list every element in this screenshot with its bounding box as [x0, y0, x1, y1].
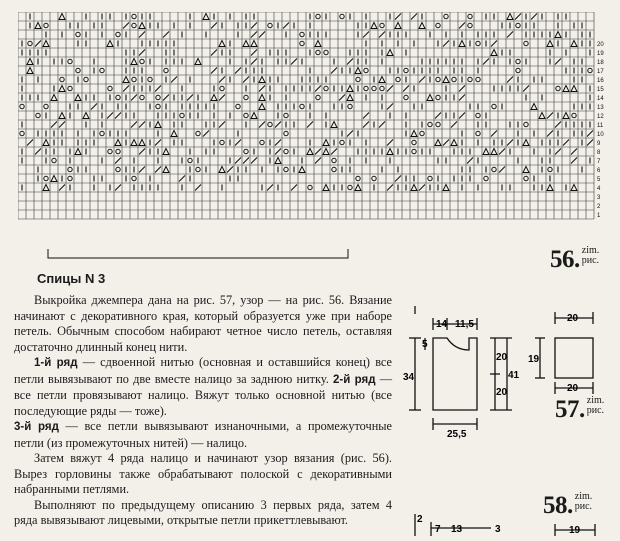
fig58-dim-d: 3 [495, 524, 501, 535]
knitting-chart-grid [18, 12, 610, 264]
row-3-text: — все петли вывязывают изнаночными, а промежуточные петли (из промежуточных нитей) — налицо. [14, 419, 393, 450]
figure-57-label [555, 396, 604, 424]
chart-row-number: 13 [597, 105, 604, 111]
body-dim-right-top: 20 [496, 352, 508, 363]
figure-58-suffix-top: zim. [574, 491, 593, 502]
chart-row-number: 3 [597, 195, 601, 201]
chart-gridlines [18, 12, 594, 219]
chart-row-number: 6 [597, 168, 601, 174]
figure-56-number: 56. [550, 246, 580, 273]
figure-57-number: 57. [555, 396, 585, 423]
figure-56-suffix-bottom: рис. [581, 255, 600, 266]
figure-57-suffix-bottom: рис. [586, 405, 605, 416]
body-dim-length: 34 [403, 372, 415, 383]
fig58-dim-c: 13 [451, 524, 463, 535]
row-1-text: — сдвоенной нитью (основная и оставшийся конец) все петли вывязывают по две вместе налицо за заднюю нитку. [14, 355, 392, 386]
chart-row-number: 14 [597, 96, 604, 102]
chart-row-number: 11 [597, 123, 604, 129]
chart-row-number: 15 [597, 87, 604, 93]
chart-row-number: 4 [597, 186, 601, 192]
needles-heading: Спицы N 3 [37, 271, 106, 286]
sleeve-outline [555, 338, 593, 378]
knitting-chart [18, 12, 610, 264]
figure-56-label [550, 246, 599, 274]
figure-58-label [543, 492, 592, 520]
chart-row-number: 16 [597, 78, 604, 84]
article-paragraph-2: Затем вяжут 4 ряда налицо и начинают узор вязания (рис. 56). Вырез горловины также обрабатывают полоской с декоративными набранными петлями. [14, 451, 392, 496]
chart-row-number: 5 [597, 177, 601, 183]
body-dim-shoulder: 5 [422, 339, 428, 350]
row-2-label: 2-й ряд [333, 373, 376, 386]
sleeve-dim-top: 20 [567, 313, 579, 324]
chart-row-number: 19 [597, 51, 604, 57]
article-paragraph-1: Выкройка джемпера дана на рис. 57, узор — на рис. 56. Вязание начинают с декоративного края, который образуется уже при наборе петель. Обычным способом набирают четное число петель, оставляя достаточно длинный конец нити. [14, 293, 392, 354]
chart-row-number: 10 [597, 132, 604, 138]
sleeve-dim-left: 19 [528, 354, 540, 365]
chart-row-number: 12 [597, 114, 604, 120]
chart-row-number: 1 [597, 213, 601, 219]
article-paragraph-3: Выполняют по предыдущему описанию 3 первых ряда, затем 4 ряда вывязывают лицевыми, открытые петли прикеттлевывают. [14, 497, 392, 527]
fig58-sleeve-top: 19 [569, 525, 581, 536]
body-dim-top-right: 11,5 [455, 319, 474, 330]
body-dim-right-bottom: 20 [496, 387, 508, 398]
figure-56-suffix-top: zim. [581, 245, 600, 256]
fig58-dim-a: 2 [417, 514, 423, 525]
fig58-dim-b: 7 [435, 524, 441, 535]
chart-row-number: 9 [597, 141, 601, 147]
body-outline [433, 338, 477, 410]
figure-58-number: 58. [543, 492, 573, 519]
chart-row-number: 2 [597, 204, 601, 210]
chart-row-number: 20 [597, 42, 604, 48]
sleeve-dim-bottom: 20 [567, 383, 579, 394]
row-3-label: 3-й ряд [14, 421, 59, 433]
figure-57-suffix-top: zim. [586, 395, 605, 406]
figure-58-suffix-bottom: рис. [574, 501, 593, 512]
row-1-label: 1-й ряд [34, 357, 78, 369]
body-dim-bottom: 25,5 [447, 429, 467, 440]
body-dim-top-left: 14 [436, 319, 448, 330]
chart-row-number: 17 [597, 69, 604, 75]
chart-row-number: 7 [597, 159, 601, 165]
article-text [14, 293, 392, 529]
chart-row-number: 8 [597, 150, 601, 156]
chart-row-number: 18 [597, 60, 604, 66]
chart-repeat-bracket [48, 249, 348, 258]
row-2-text: — все петли провязывают налицо. Вяжут только основной нитью (все последующие ряды — тоже). [14, 371, 392, 418]
body-dim-total: 41 [508, 370, 520, 381]
